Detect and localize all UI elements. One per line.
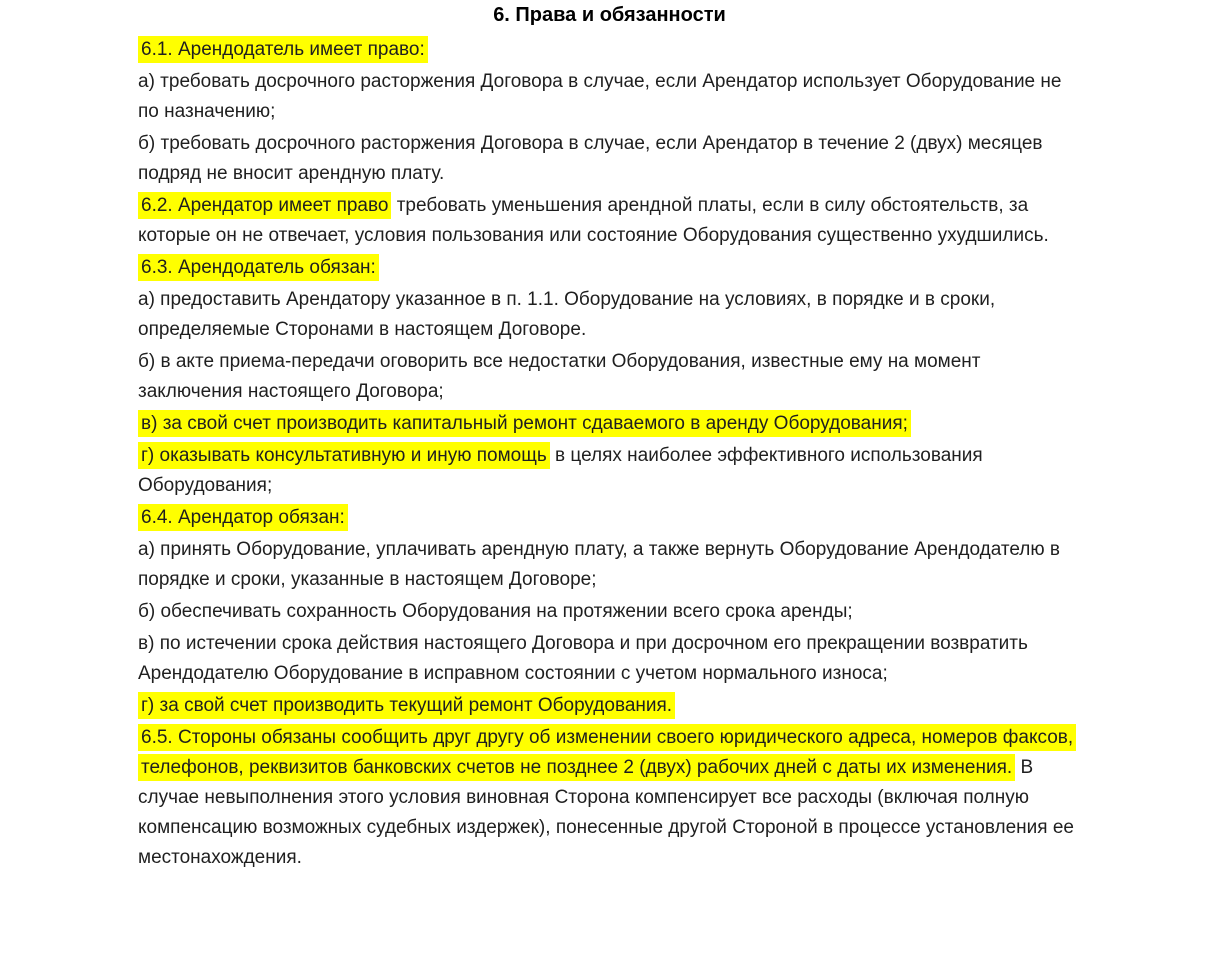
highlighted-text: г) оказывать консультативную и иную помощь <box>138 442 550 469</box>
section-title: 6. Права и обязанности <box>493 4 726 26</box>
highlighted-text: 6.5. Стороны обязаны сообщить друг другу об изменении своего юридического адреса, номеров факсов, телефонов, реквизитов банковских счетов не позднее 2 (двух) рабочих дней с даты их изменения. <box>138 724 1076 781</box>
paragraph <box>138 503 1081 533</box>
paragraph <box>138 723 1081 873</box>
text-segment: а) принять Оборудование, уплачивать арендную плату, а также вернуть Оборудование Арендодателю в порядке и сроки, указанные в настоящем Договоре; <box>138 539 1060 590</box>
text-segment: В случае невыполнения этого условия виновная Сторона компенсирует все расходы (включая полную компенсацию возможных судебных издержек), понесенные другой Стороной в процессе установления ее местонахождения. <box>138 757 1074 868</box>
paragraph <box>138 409 1081 439</box>
text-segment: б) обеспечивать сохранность Оборудования на протяжении всего срока аренды; <box>138 601 853 622</box>
paragraph <box>138 441 1081 501</box>
paragraph <box>138 129 1081 189</box>
text-segment: в целях наиболее эффективного использования Оборудования; <box>138 445 983 496</box>
paragraph <box>138 191 1081 251</box>
text-segment: а) требовать досрочного расторжения Договора в случае, если Арендатор использует Оборудование не по назначению; <box>138 71 1062 122</box>
text-segment: в) по истечении срока действия настоящего Договора и при досрочном его прекращении возвратить Арендодателю Оборудование в исправном состоянии с учетом нормального износа; <box>138 633 1028 684</box>
paragraph <box>138 253 1081 283</box>
paragraph <box>138 35 1081 65</box>
text-segment: б) в акте приема-передачи оговорить все недостатки Оборудования, известные ему на момент заключения настоящего Договора; <box>138 351 981 402</box>
highlighted-text: г) за свой счет производить текущий ремонт Оборудования. <box>138 692 675 719</box>
paragraph <box>138 535 1081 595</box>
paragraph <box>138 629 1081 689</box>
paragraph <box>138 597 1081 627</box>
highlighted-text: 6.1. Арендодатель имеет право: <box>138 36 428 63</box>
highlighted-text: 6.4. Арендатор обязан: <box>138 504 348 531</box>
paragraph <box>138 67 1081 127</box>
text-segment: а) предоставить Арендатору указанное в п. 1.1. Оборудование на условиях, в порядке и в сроки, определяемые Сторонами в настоящем Договоре. <box>138 289 996 340</box>
highlighted-text: в) за свой счет производить капитальный ремонт сдаваемого в аренду Оборудования; <box>138 410 911 437</box>
paragraph <box>138 691 1081 721</box>
document-body <box>138 35 1081 873</box>
text-segment: требовать уменьшения арендной платы, если в силу обстоятельств, за которые он не отвечает, условия пользования или состояние Оборудования существенно ухудшились. <box>138 195 1049 246</box>
paragraph <box>138 285 1081 345</box>
highlighted-text: 6.3. Арендодатель обязан: <box>138 254 379 281</box>
text-segment: б) требовать досрочного расторжения Договора в случае, если Арендатор в течение 2 (двух) месяцев подряд не вносит арендную плату. <box>138 133 1043 184</box>
highlighted-text: 6.2. Арендатор имеет право <box>138 192 391 219</box>
paragraph <box>138 347 1081 407</box>
